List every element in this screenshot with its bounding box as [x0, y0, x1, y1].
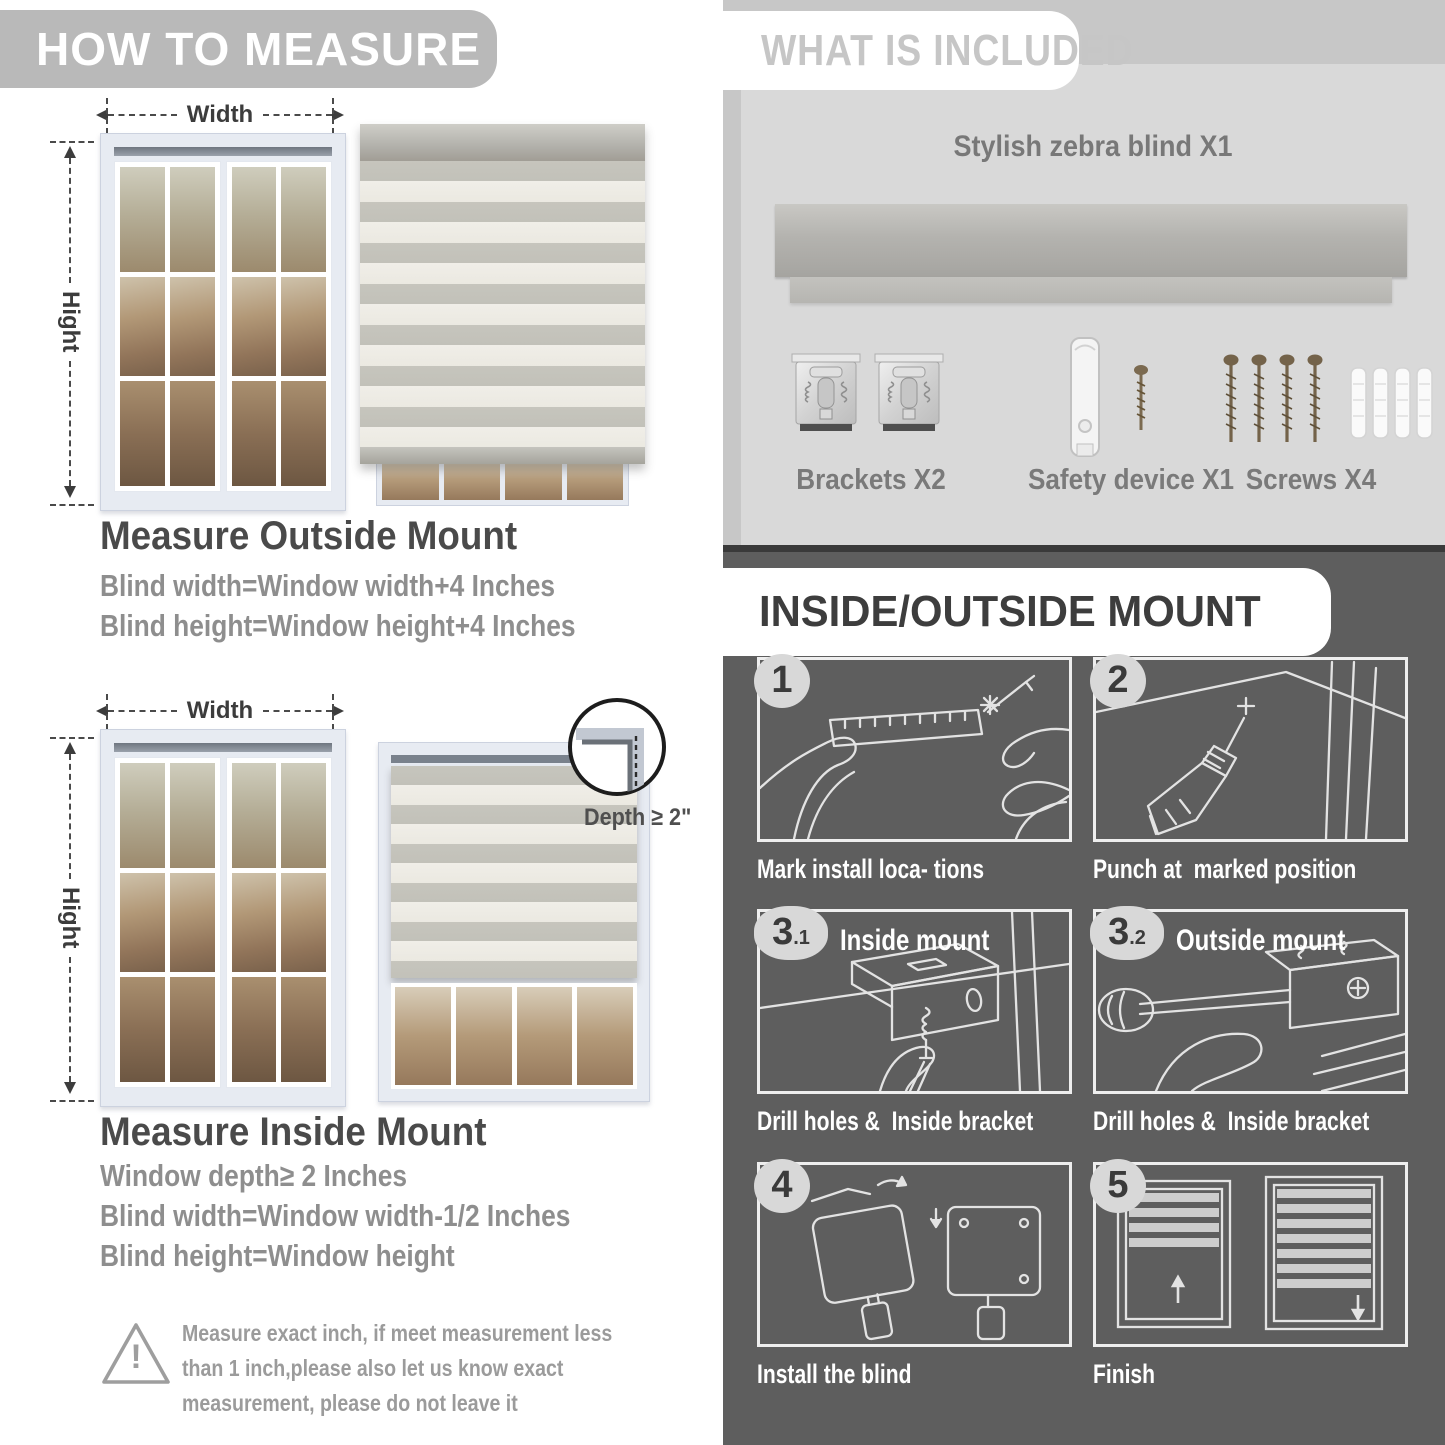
- step-number-badge: 3 .1: [754, 906, 828, 960]
- step-1-panel: [757, 657, 1072, 842]
- step-2-panel: [1093, 657, 1408, 842]
- zebra-blind: [360, 124, 645, 464]
- warning-exclamation: !: [130, 1338, 142, 1376]
- step-3-1-panel: [757, 909, 1072, 1094]
- step-3-2-panel: [1093, 909, 1408, 1094]
- step-3-1: [757, 909, 1072, 1137]
- outside-mount-line1: Blind width=Window width+4 Inches: [100, 568, 556, 603]
- how-to-measure-header: [0, 10, 497, 88]
- inside-outside-mount-header: [723, 568, 1331, 656]
- inside-mount-line2: Blind width=Window width-1/2 Inches: [100, 1198, 571, 1233]
- step-5-caption: Finish: [1093, 1359, 1156, 1389]
- zebra-blind-outside-mount: [360, 124, 645, 506]
- arrow-down-icon: [64, 1082, 76, 1094]
- guide-line: [50, 1100, 94, 1102]
- anchors-image: [1349, 366, 1437, 448]
- window-sash: [114, 161, 221, 492]
- step-5-panel: [1093, 1162, 1408, 1347]
- step-number-badge: 2: [1090, 654, 1146, 708]
- arrow-up-icon: [64, 146, 76, 158]
- window-sash: [114, 757, 221, 1088]
- arrow-up-icon: [64, 742, 76, 754]
- depth-detail-callout: [566, 696, 668, 798]
- guide-line: [50, 737, 94, 739]
- inside-mount-line3: Blind height=Window height: [100, 1238, 455, 1273]
- height-label: Hight: [57, 291, 84, 353]
- bracket-image: [873, 346, 945, 436]
- step-3-1-caption: Drill holes & Inside bracket: [757, 1106, 1034, 1136]
- step-3-2-caption: Drill holes & Inside bracket: [1093, 1106, 1370, 1136]
- screws-image: [1221, 352, 1333, 456]
- depth-label: Depth ≥ 2": [584, 804, 692, 831]
- inside-outside-mount-title: INSIDE/OUTSIDE MOUNT: [759, 587, 1261, 636]
- step-4-panel: [757, 1162, 1072, 1347]
- width-dimension-inside: [96, 697, 344, 724]
- step-1: [757, 657, 1072, 885]
- brackets-label: Brackets X2: [796, 464, 946, 496]
- step-2: [1093, 657, 1408, 885]
- blind-cassette-image: [775, 204, 1407, 277]
- blind-bottom-rail: [360, 447, 645, 464]
- inside-mount-line1: Window depth≥ 2 Inches: [100, 1158, 408, 1193]
- step-number-badge: 5: [1090, 1159, 1146, 1213]
- step-3-2-title: Outside mount: [1176, 924, 1346, 957]
- safety-device-image: [1059, 334, 1111, 462]
- blind-item-label: Stylish zebra blind X1: [953, 130, 1233, 163]
- safety-device-label: Safety device X1: [1027, 464, 1235, 496]
- window-sash: [226, 161, 333, 492]
- width-label: Width: [186, 101, 254, 128]
- warning-text: Measure exact inch, if meet measurement less than 1 inch,please also let us know exact measurement, please do not leave it: [182, 1320, 613, 1416]
- step-5: [1093, 1162, 1408, 1390]
- outside-mount-line2: Blind height=Window height+4 Inches: [100, 608, 576, 643]
- height-dimension-outside: [58, 146, 82, 498]
- height-label: Hight: [57, 887, 84, 949]
- width-label: Width: [186, 697, 254, 724]
- height-dimension-inside: [58, 742, 82, 1094]
- step-number-badge: 1: [754, 654, 810, 708]
- width-dimension-outside: [96, 101, 344, 128]
- window-sash: [226, 757, 333, 1088]
- arrow-down-icon: [64, 486, 76, 498]
- outside-mount-title: Measure Outside Mount: [100, 514, 518, 558]
- guide-line: [50, 141, 94, 143]
- step-2-caption: Punch at marked position: [1093, 854, 1357, 884]
- blind-cassette: [360, 124, 645, 161]
- step-3-1-title: Inside mount: [840, 924, 990, 957]
- inside-mount-title: Measure Inside Mount: [100, 1110, 487, 1154]
- step-number-badge: 3 .2: [1090, 906, 1164, 960]
- step-1-caption: Mark install loca- tions: [757, 854, 985, 884]
- right-column: [723, 0, 1445, 1445]
- window-illustration-outside: [100, 133, 346, 511]
- guide-line: [50, 504, 94, 506]
- included-items-panel: [741, 64, 1445, 545]
- blind-stripes: [360, 161, 645, 447]
- safety-screw-image: [1133, 364, 1149, 436]
- step-4: [757, 1162, 1072, 1390]
- step-3-2: [1093, 909, 1408, 1137]
- window-top-recess: [114, 743, 332, 752]
- step-4-caption: Install the blind: [757, 1359, 912, 1389]
- how-to-measure-title: HOW TO MEASURE: [36, 23, 482, 75]
- bracket-image: [790, 346, 862, 436]
- window-illustration-inside: [100, 729, 346, 1107]
- what-is-included-title: WHAT IS INCLUDED: [761, 25, 1134, 75]
- what-is-included-header: [723, 11, 1134, 90]
- window-top-recess: [114, 147, 332, 156]
- step-number-badge: 4: [754, 1159, 810, 1213]
- screws-label: Screws X4: [1245, 464, 1377, 496]
- mount-section: [723, 545, 1445, 1445]
- window-under-blind: [391, 983, 637, 1089]
